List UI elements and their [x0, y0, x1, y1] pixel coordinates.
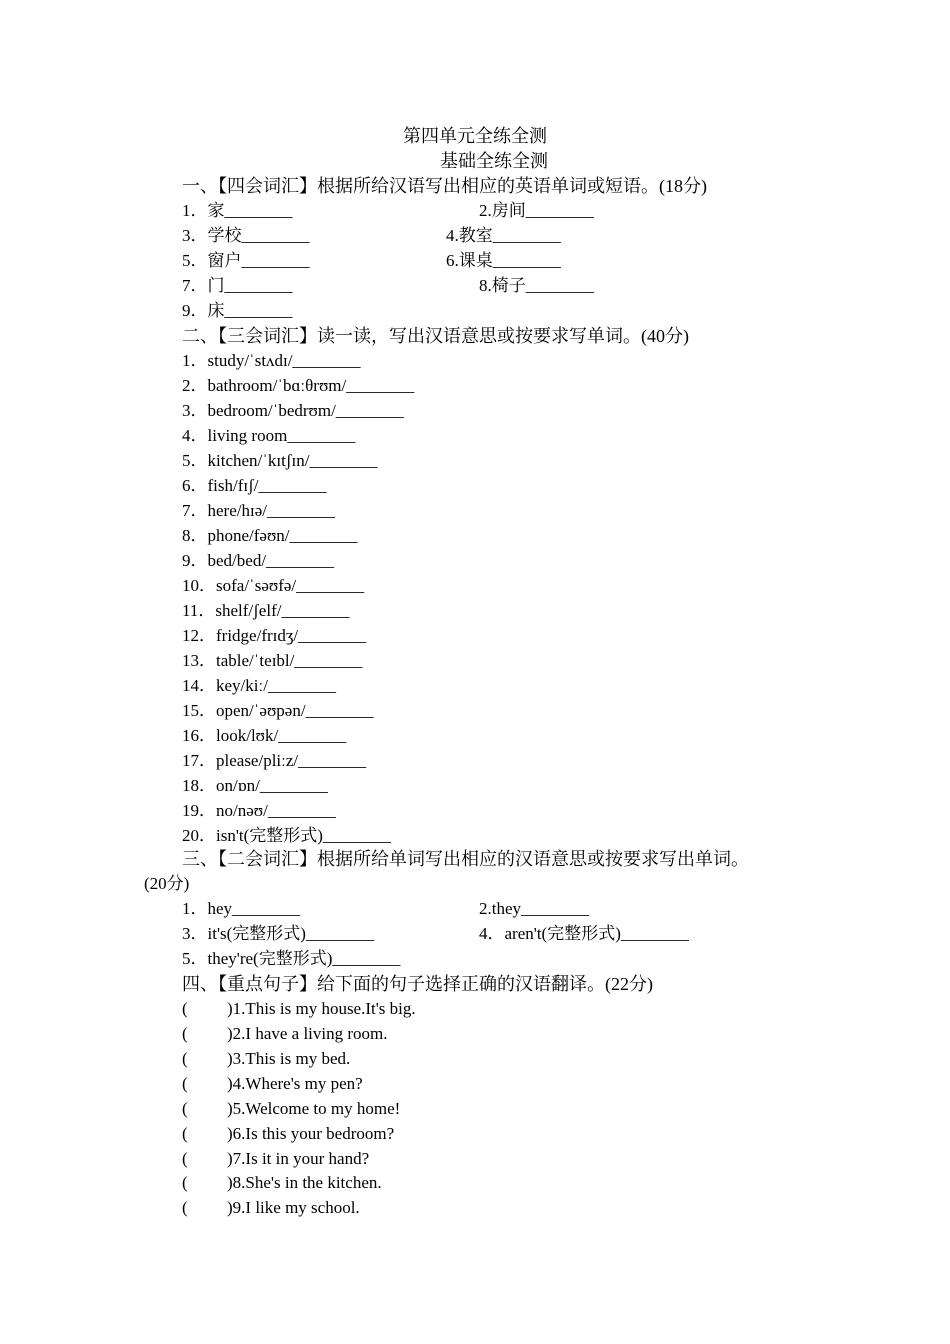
s1-item-5: 5．窗户________	[182, 251, 310, 270]
s2-item-12: 12．fridge/frɪdʒ/________	[182, 626, 367, 645]
s3-item-1: 1．hey________	[182, 899, 301, 918]
s2-item-9: 9．bed/bed/________	[182, 551, 335, 570]
s4-open-paren: (	[182, 1074, 188, 1093]
s1-item-7: 7．门________	[182, 276, 293, 295]
section3-heading: 三、【二会词汇】根据所给单词写出相应的汉语意思或按要求写出单词。	[182, 849, 749, 869]
section2-heading: 二、【三会词汇】读一读，写出汉语意思或按要求写单词。(40分)	[182, 326, 689, 346]
s3-item-2: 2.they________	[479, 899, 590, 918]
s2-item-3: 3．bedroom/ˈbedrʊm/________	[182, 401, 404, 420]
s4-open-paren: (	[182, 1124, 188, 1143]
s4-item-8: )8.She's in the kitchen.	[227, 1173, 382, 1192]
s2-item-20: 20．isn't(完整形式)________	[182, 826, 391, 845]
s2-item-4: 4．living room________	[182, 426, 356, 445]
section3-points: (20分)	[144, 874, 190, 893]
s2-item-6: 6．fish/fɪʃ/________	[182, 476, 327, 495]
s2-item-17: 17．please/pliːz/________	[182, 751, 367, 770]
s3-item-5: 5．they're(完整形式)________	[182, 949, 401, 968]
s1-item-1: 1．家________	[182, 201, 293, 220]
s4-open-paren: (	[182, 1149, 188, 1168]
s4-item-2: )2.I have a living room.	[227, 1024, 388, 1043]
s4-open-paren: (	[182, 1173, 188, 1192]
s4-open-paren: (	[182, 1099, 188, 1118]
s2-item-5: 5．kitchen/ˈkɪtʃɪn/________	[182, 451, 378, 470]
s4-open-paren: (	[182, 1024, 188, 1043]
s2-item-14: 14．key/kiː/________	[182, 676, 336, 695]
s1-item-6: 6.课桌________	[446, 251, 561, 270]
s1-item-4: 4.教室________	[446, 226, 561, 245]
unit-title: 第四单元全练全测	[403, 126, 547, 146]
s3-item-4: 4．aren't(完整形式)________	[479, 924, 689, 943]
s2-item-10: 10．sofa/ˈsəʊfə/________	[182, 576, 365, 595]
s4-open-paren: (	[182, 999, 188, 1018]
s4-item-7: )7.Is it in your hand?	[227, 1149, 370, 1168]
s2-item-19: 19．no/nəʊ/________	[182, 801, 336, 820]
s4-item-6: )6.Is this your bedroom?	[227, 1124, 395, 1143]
s2-item-18: 18．on/ɒn/________	[182, 776, 328, 795]
s2-item-7: 7．here/hɪə/________	[182, 501, 335, 520]
s4-item-9: )9.I like my school.	[227, 1198, 360, 1217]
s2-item-13: 13．table/ˈteɪbl/________	[182, 651, 363, 670]
s1-item-3: 3．学校________	[182, 226, 310, 245]
s4-item-3: )3.This is my bed.	[227, 1049, 351, 1068]
s2-item-16: 16．look/lʊk/________	[182, 726, 347, 745]
s2-item-8: 8．phone/fəʊn/________	[182, 526, 358, 545]
section-title: 基础全练全测	[440, 151, 548, 171]
s1-item-2: 2.房间________	[479, 201, 594, 220]
s4-item-4: )4.Where's my pen?	[227, 1074, 363, 1093]
s2-item-11: 11．shelf/ʃelf/________	[182, 601, 350, 620]
s2-item-2: 2．bathroom/ˈbɑːθrʊm/________	[182, 376, 415, 395]
s1-item-9: 9．床________	[182, 301, 293, 320]
s2-item-15: 15．open/ˈəʊpən/________	[182, 701, 374, 720]
s2-item-1: 1．study/ˈstʌdɪ/________	[182, 351, 361, 370]
s4-open-paren: (	[182, 1049, 188, 1068]
s4-item-5: )5.Welcome to my home!	[227, 1099, 401, 1118]
section1-heading: 一、【四会词汇】根据所给汉语写出相应的英语单词或短语。(18分)	[182, 176, 707, 196]
s4-open-paren: (	[182, 1198, 188, 1217]
s1-item-8: 8.椅子________	[479, 276, 594, 295]
section4-heading: 四、【重点句子】给下面的句子选择正确的汉语翻译。(22分)	[182, 974, 653, 994]
s3-item-3: 3．it's(完整形式)________	[182, 924, 374, 943]
s4-item-1: )1.This is my house.It's big.	[227, 999, 416, 1018]
